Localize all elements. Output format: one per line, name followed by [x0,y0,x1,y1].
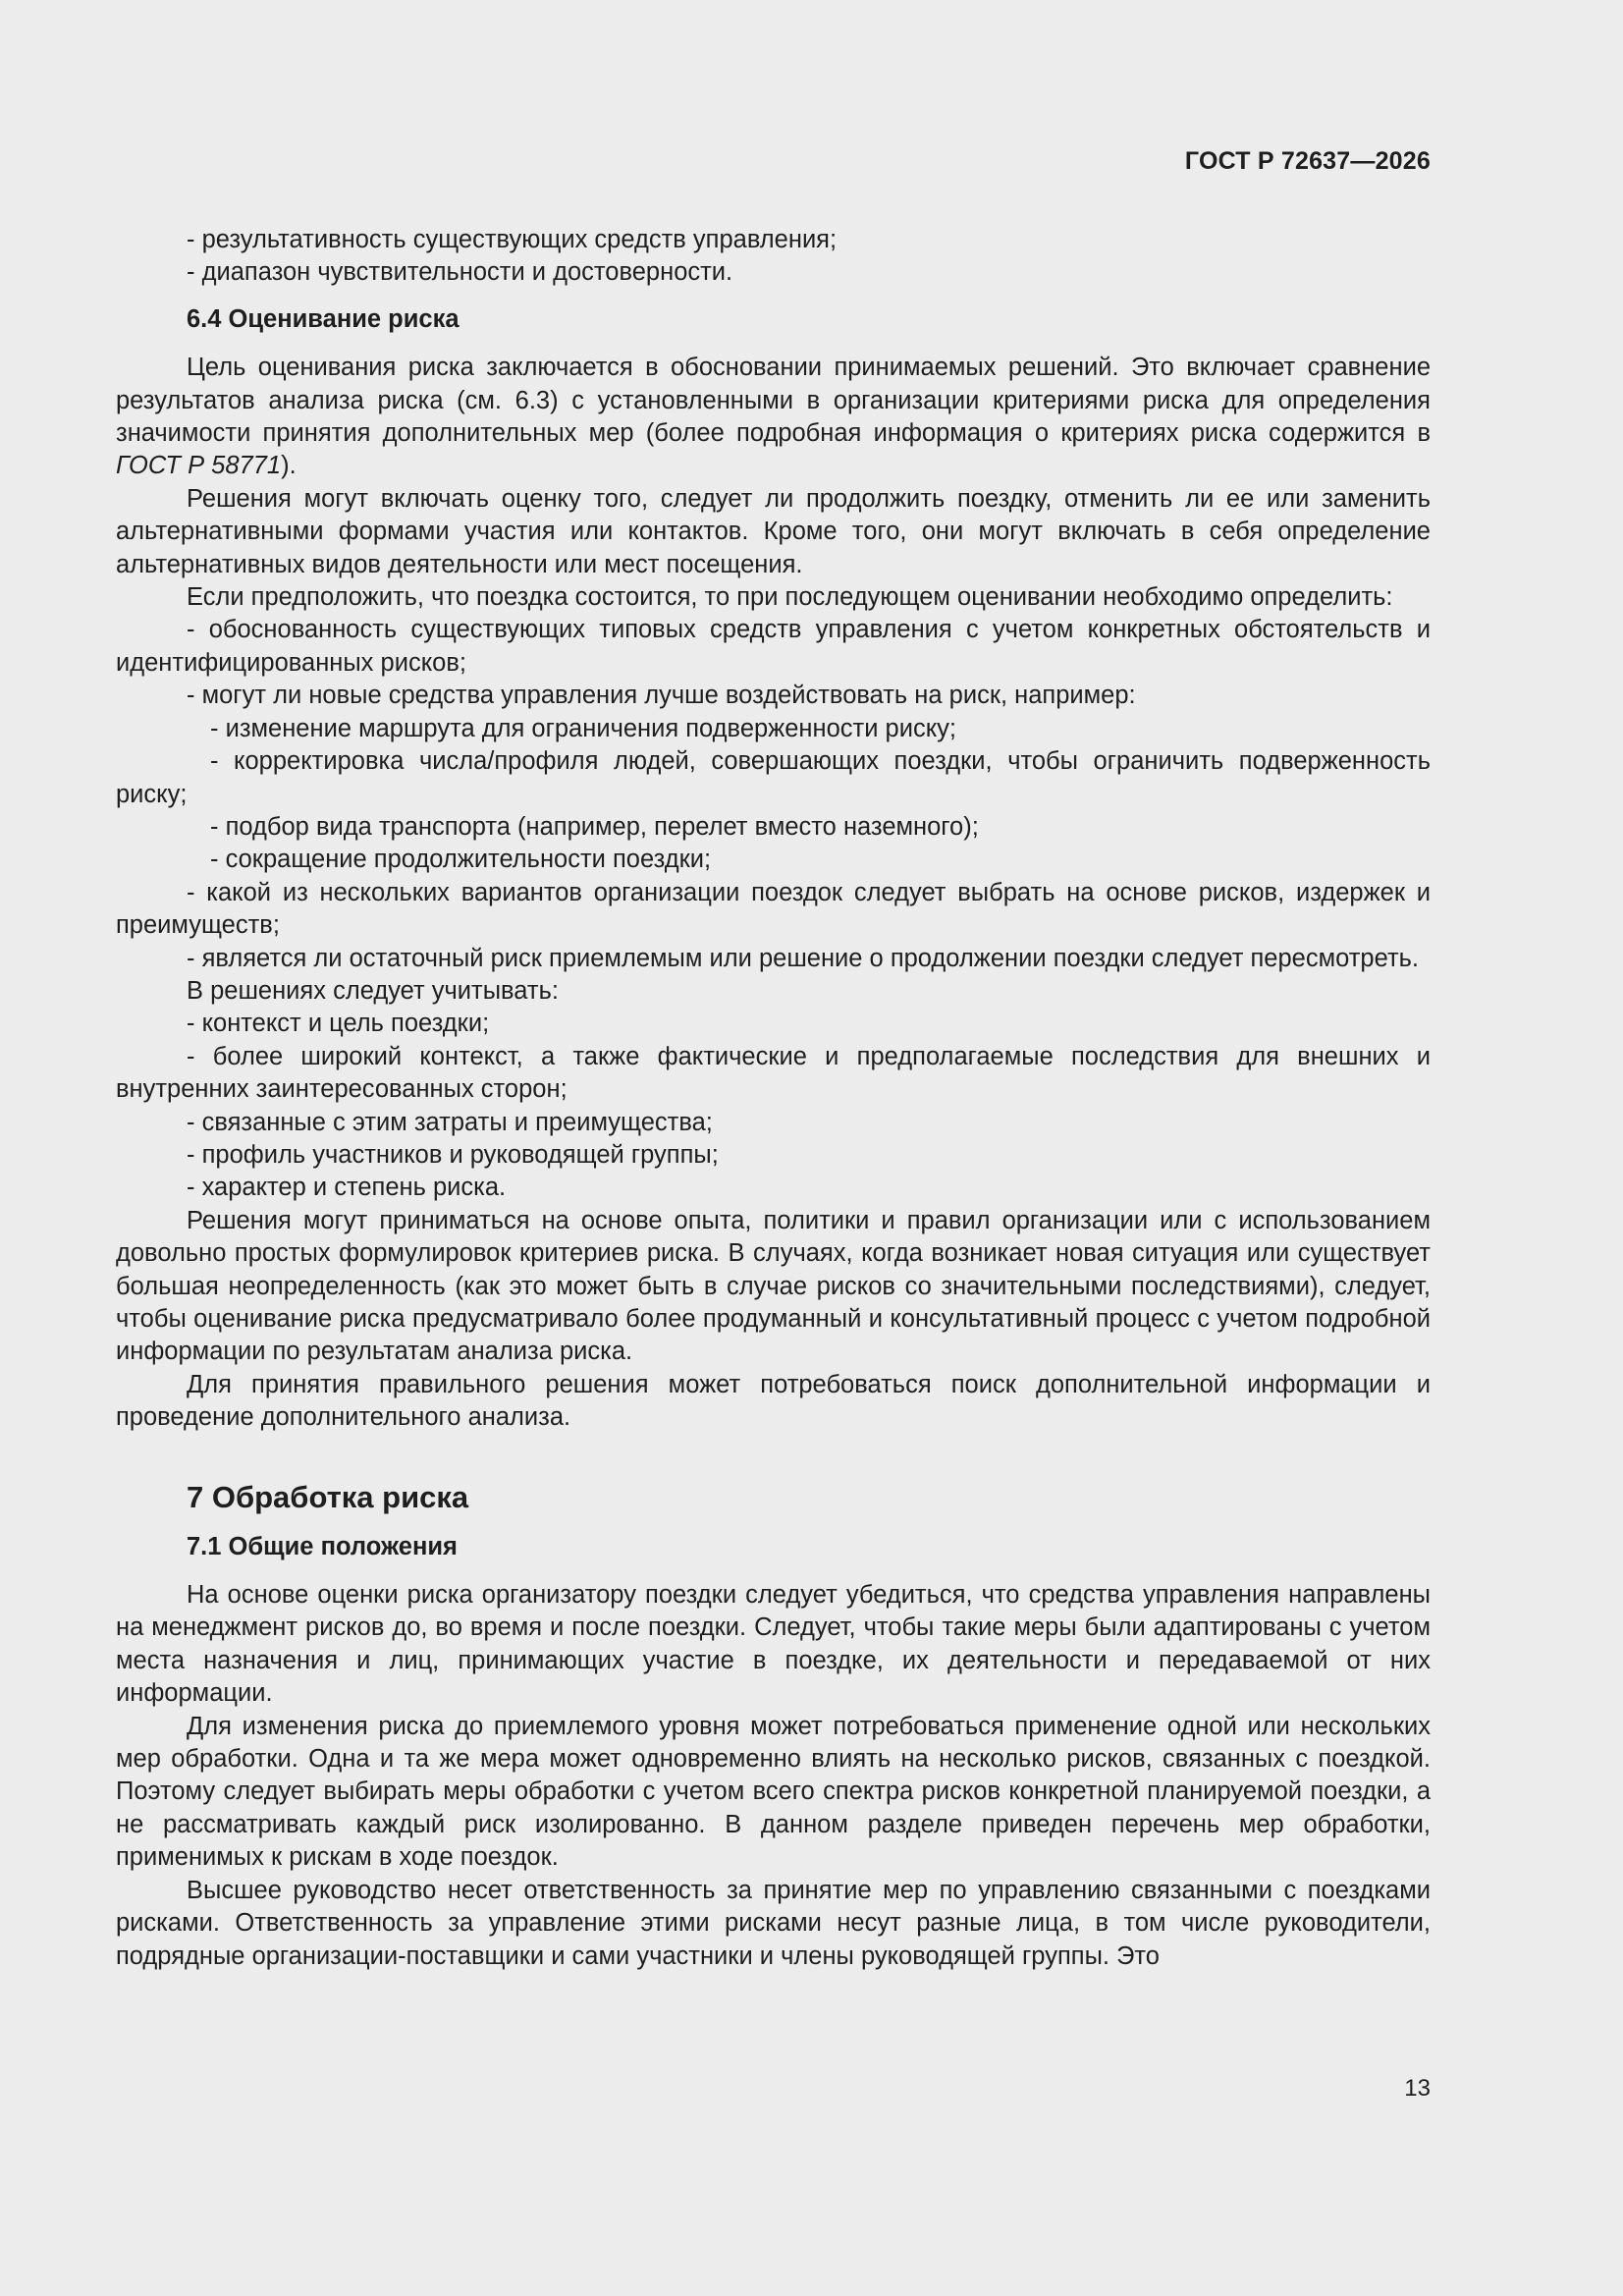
paragraph: Цель оценивания риска заключается в обосновании принимаемых решений. Это включает сравнение результатов анализа риска (см. 6.3) с установленными в организации критериями риска для определения значимости принятия дополнительных мер (более подробная информация о критериях риска содержится в ГОСТ Р 58771). [116,354,1431,480]
paragraph: В решениях следует учитывать: [187,976,559,1005]
document-id: ГОСТ Р 72637—2026 [1184,147,1431,175]
list-item: - результативность существующих средств управления; [187,226,838,253]
list-item: - обоснованность существующих типовых средств управления с учетом конкретных обстоятельств и идентифицированных рисков; [116,616,1431,677]
list-item: - является ли остаточный риск приемлемым или решение о продолжении поездки следует пересмотреть. [187,944,1420,972]
list-item: - могут ли новые средства управления лучше воздействовать на риск, например: [187,682,1136,710]
list-item: - контекст и цель поездки; [187,1010,490,1038]
paragraph: Высшее руководство несет ответственность за принятие мер по управлению связанными с поездками рисками. Ответственность за управление этими рисками несут разные лица, в том числе руководители, подрядные организации-поставщики и сами участники и члены руководящей группы. Это [116,1876,1431,1970]
page-number: 13 [1404,2075,1431,2102]
sub-list-item: - сокращение продолжительности поездки; [210,846,712,874]
list-item: - какой из нескольких вариантов организации поездок следует выбрать на основе рисков, издержек и преимуществ; [116,878,1431,940]
list-item: - характер и степень риска. [187,1174,507,1202]
sub-list-item: - изменение маршрута для ограничения подверженности риску; [210,714,956,742]
list-item: - диапазон чувствительности и достоверности. [187,258,733,287]
page-content [116,224,1431,1973]
list-item: - профиль участников и руководящей группы; [187,1140,719,1169]
sub-list-item: - корректировка числа/профиля людей, совершающих поездки, чтобы ограничить подверженность риску; [116,747,1431,808]
sub-list-item: - подбор вида транспорта (например, перелет вместо наземного); [210,812,979,841]
paragraph: Решения могут приниматься на основе опыта, политики и правил организации или с использованием довольно простых формулировок критериев риска. В случаях, когда возникает новая ситуация или существует большая неопределенность (как это может быть в случае рисков со значительными последствиями), следует, чтобы оценивание риска предусматривало более продуманный и консультативный процесс с учетом подробной информации по результатам анализа риска. [116,1206,1431,1366]
section-heading-7-1: 7.1 Общие положения [187,1532,458,1560]
paragraph: Для изменения риска до приемлемого уровня может потребоваться применение одной или нескольких мер обработки. Одна и та же мера может одновременно влиять на несколько рисков, связанных с поездкой. Поэтому следует выбирать меры обработки с учетом всего спектра рисков конкретной планируемой поездки, а не рассматривать каждый риск изолированно. В данном разделе приведен перечень мер обработки, применимых к рискам в ходе поездок. [116,1712,1431,1872]
section-heading-7: 7 Обработка риска [187,1479,469,1514]
paragraph: На основе оценки риска организатору поездки следует убедиться, что средства управления направлены на менеджмент рисков до, во время и после поездки. Следует, чтобы такие меры были адаптированы с учетом места назначения и лиц, принимающих участие в поездке, их деятельности и передаваемой от них информации. [116,1581,1431,1708]
paragraph: Решения могут включать оценку того, следует ли продолжить поездку, отменить ли ее или заменить альтернативными формами участия или контактов. Кроме того, они могут включать в себя определение альтернативных видов деятельности или мест посещения. [116,484,1431,578]
paragraph: Если предположить, что поездка состоится, то при последующем оценивании необходимо определить: [187,583,1393,612]
list-item: - более широкий контекст, а также фактические и предполагаемые последствия для внешних и внутренних заинтересованных сторон; [116,1042,1431,1104]
standard-reference: ГОСТ Р 58771 [116,452,282,480]
list-item: - связанные с этим затраты и преимущества; [187,1108,713,1136]
paragraph: Для принятия правильного решения может потребоваться поиск дополнительной информации и проведение дополнительного анализа. [116,1370,1431,1432]
section-heading-6-4: 6.4 Оценивание риска [187,304,460,333]
